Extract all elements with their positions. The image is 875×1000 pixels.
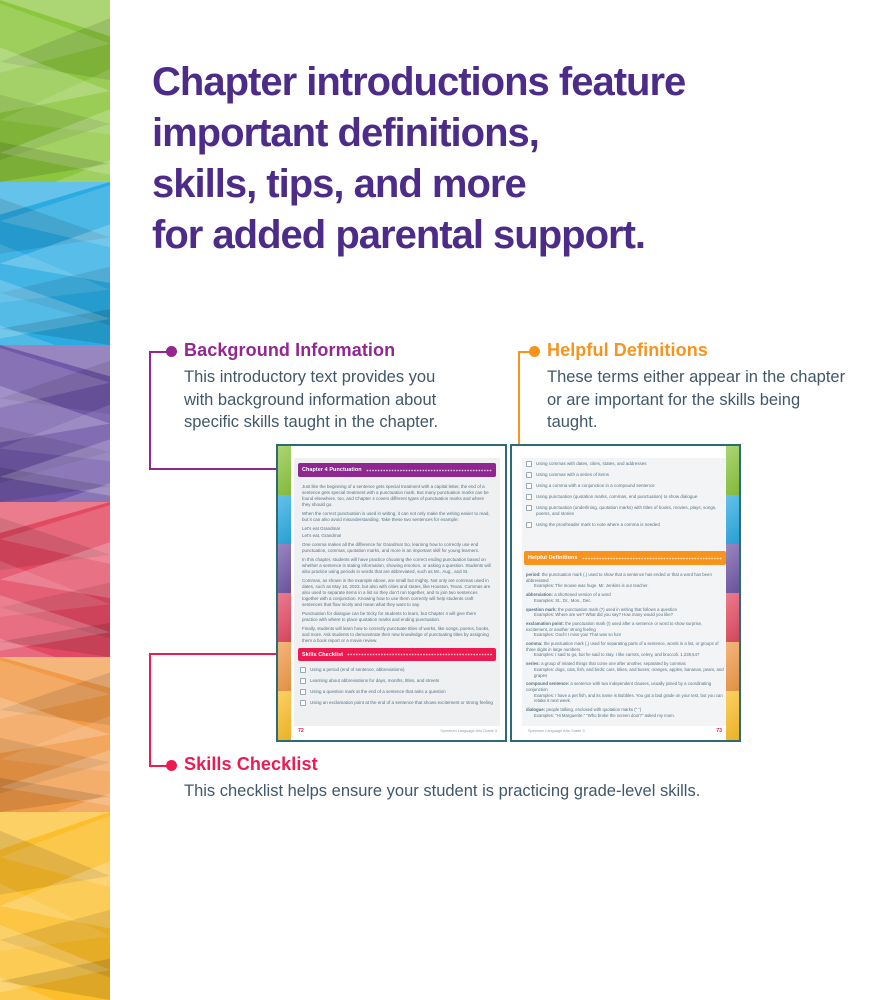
definition-examples: Examples: Ouch! I miss you! That was so fun!: [534, 632, 622, 638]
checklist-item-label: Using an exclamation point at the end of a sentence that shows excitement or strong feeling: [310, 700, 493, 705]
definition-term: dialogue:: [526, 707, 546, 713]
intro-paragraph: Punctuation for dialogue can be tricky for students to learn, but Chapter 4 will give them practice with where to place quotation marks and ending punctuation.: [302, 610, 477, 622]
bullet-icon: [166, 346, 177, 357]
definition-line: [526, 572, 724, 583]
checklist-item: [526, 472, 724, 478]
checklist-item-label: Using a period (end of sentence, abbreviations): [310, 667, 405, 672]
book-title-footer: Spectrum Language Arts Grade 3: [528, 729, 585, 733]
intro-paragraph: One comma makes all the difference for Grandma! So, learning how to correctly use end punctuation, commas, quotation marks, and more is an important skill for young learners.: [302, 541, 480, 553]
definition-text: a shortened version of a word: [554, 592, 611, 598]
checklist-item: [526, 522, 724, 528]
intro-paragraph: In this chapter, students will have practice choosing the correct ending punctuation based on whether a sentence is stating information, showing emotion, or asking a question. Students will also practice using periods in words that are abbreviated, such as Mr., Aug., and St.: [302, 556, 491, 574]
checklist-item: [526, 505, 724, 517]
connector-skills-checklist: [149, 653, 151, 767]
checkbox[interactable]: [526, 483, 532, 489]
checkbox[interactable]: [300, 700, 306, 706]
definition-examples: Examples: Where are we? What did you say? How many would you like?: [534, 612, 673, 618]
book-title-footer: Spectrum Language Arts Grade 3: [440, 729, 497, 733]
checklist-item-label: Using punctuation (quotation marks, commas, end punctuation) to show dialogue: [536, 494, 698, 499]
definition-term: abbreviation:: [526, 592, 553, 598]
checklist-item: [300, 700, 494, 706]
checklist-item-label: Using punctuation (underlining, quotation marks) with titles of books, movies, plays, songs, poems, and stories: [536, 505, 717, 516]
checklist-item: [526, 494, 724, 500]
page-footer: [298, 728, 497, 734]
skills-checklist-label: Skills Checklist: [302, 651, 344, 658]
page-number: 72: [298, 728, 304, 734]
definition-text: a sentence with two independent clauses, usually joined by a coordinating conjunction: [526, 681, 712, 692]
checkbox[interactable]: [526, 494, 532, 500]
definition-entry: [526, 661, 724, 678]
page-edge-rainbow-strip: [726, 446, 739, 740]
example-sentence: Let's eat Grandma!: [302, 526, 341, 531]
intro-paragraph: When the correct punctuation is used in writing, it can not only make the writing easier to read, but it can also avoid misunderstanding. Take these two sentences for example:: [302, 511, 490, 522]
definition-term: series:: [526, 661, 540, 667]
checklist-item: [526, 461, 724, 467]
definition-examples: Examples: I said to go, but he said to stay. I like carrots, celery, and broccoli. 1,239,547: [534, 652, 700, 658]
page-number: 73: [716, 728, 722, 734]
page-edge-rainbow-strip: [278, 446, 291, 740]
definition-entry: [526, 621, 724, 638]
dotted-leader: [366, 463, 492, 477]
definition-text: a group of related things that come one after another, separated by commas: [541, 661, 686, 667]
workbook-right-page: [510, 444, 741, 742]
intro-paragraph: Commas, as shown in the example above, are small but mighty. Not only are commas used in dates, such as May 16, 2023, but also with cities and states, like Houston, Texas. Commas are also used to separate items in a list so they don't run together, and to join two sentences together with a conjunction. Knowing how to use them correctly will help students craft sentences that flow nicely and mean what they want to say.: [302, 577, 491, 607]
checkbox[interactable]: [300, 678, 306, 684]
checklist-item-label: Using a comma with a conjunction in a compound sentence: [536, 483, 655, 488]
dotted-leader: [582, 551, 722, 565]
definition-entry: [526, 607, 724, 618]
dotted-leader: [347, 648, 492, 661]
definition-entry: [526, 681, 724, 704]
chapter-header-label: Chapter 4 Punctuation: [302, 467, 362, 473]
rainbow-sidebar: [0, 0, 110, 1000]
callout-title-helpful-definitions: Helpful Definitions: [547, 340, 708, 360]
definition-examples: Examples: The mouse was huge. Mr. Jenkins is our teacher.: [534, 583, 649, 589]
callout-title-skills-checklist: Skills Checklist: [184, 754, 318, 774]
intro-paragraph: Just like the beginning of a sentence gets special treatment with a capital letter, the end of a sentence gets special treatment with a punctuation mark. But many punctuation marks can be found elsewhere, too, and Chapter 4 covers different types of punctuation marks and where they should go.: [302, 484, 489, 507]
definition-line: [526, 681, 724, 692]
definition-text: the punctuation mark (!) used after a sentence or word to show surprise, excitement, or another strong feeling: [526, 620, 703, 632]
checklist-item-label: Using the proofreader mark to note where a comma is needed: [536, 521, 660, 527]
definition-term: period:: [526, 572, 541, 577]
page-title: [152, 57, 685, 261]
checkbox[interactable]: [526, 472, 532, 478]
skills-checklist-right: [526, 461, 724, 533]
bullet-icon: [529, 346, 540, 357]
checklist-item-label: Learning about abbreviations for days, months, titles, and streets: [310, 678, 440, 683]
workbook-left-page: [276, 444, 507, 742]
page-title-line: skills, tips, and more: [152, 162, 526, 206]
chapter-introduction-text: [302, 484, 492, 647]
skills-checklist-left: [300, 667, 494, 711]
definition-examples: Examples: I have a pet fish, and its name is Bubbles. You got a bad grade on your test, but you can retake it next week.: [534, 692, 723, 704]
checkbox[interactable]: [526, 522, 532, 528]
callout-body-helpful-definitions: These terms either appear in the chapter or are important for the skills being taught.: [547, 368, 846, 431]
bullet-icon: [166, 760, 177, 771]
definition-term: compound sentence:: [526, 681, 570, 687]
callout-body-background-information: This introductory text provides you with background information about specific skills taught in the chapter.: [184, 368, 439, 431]
helpful-definitions-label: Helpful Definitions: [528, 555, 578, 561]
checkbox[interactable]: [300, 689, 306, 695]
definition-text: the punctuation mark (.) used to show that a sentence has ended or that a word has been abbreviated: [526, 572, 712, 583]
definition-entry: [526, 572, 724, 589]
page-title-line: for added parental support.: [152, 213, 646, 257]
connector-background-information: [149, 351, 151, 470]
checklist-item: [526, 483, 724, 489]
definitions-list: [526, 572, 724, 721]
definition-examples: Examples: dogs, cats, fish, and birds; cars, bikes, and buses; oranges, apples, bananas, pears, and grapes: [534, 666, 724, 678]
callout-title-background-information: Background Information: [184, 340, 396, 360]
definition-term: comma:: [526, 641, 543, 647]
checklist-item-label: Using a question mark at the end of a sentence that asks a question: [310, 689, 446, 694]
definition-examples: Examples: “Hi Marguerite.” “Who broke the screen door?” asked my mom.: [534, 712, 675, 718]
checklist-item-label: Using commas with a series of items: [536, 472, 610, 477]
definition-text: people talking, enclosed with quotation marks (“ ”): [546, 707, 642, 713]
definition-line: [526, 641, 724, 652]
checkbox[interactable]: [300, 667, 306, 673]
definition-text: the punctuation mark (?) used in writing that follows a question: [558, 606, 677, 612]
checklist-item: [300, 689, 494, 695]
helpful-definitions-bar: [524, 551, 726, 565]
intro-paragraph: Finally, students will learn how to correctly punctuate titles of works, like songs, poems, books, and more. Ask students to demonstrate their new knowledge of punctuating titles by assigning them a book report or a movie review.: [302, 625, 490, 643]
example-sentence: Let's eat, Grandma!: [302, 532, 342, 538]
definition-examples: Examples: St., Dr., Mon., Dec.: [534, 597, 592, 603]
checklist-item: [300, 667, 494, 673]
page-footer: [528, 728, 722, 734]
checklist-item-label: Using commas with dates, cities, states, and addresses: [536, 461, 647, 466]
chapter-header-bar: [298, 463, 496, 477]
page-title-line: Chapter introductions feature: [152, 60, 686, 104]
definition-line: [526, 621, 724, 632]
checkbox[interactable]: [526, 505, 532, 511]
definition-entry: [526, 641, 724, 658]
definition-entry: [526, 592, 724, 603]
checklist-item: [300, 678, 494, 684]
definition-term: question mark:: [526, 606, 557, 612]
definition-term: exclamation point:: [526, 620, 564, 626]
definition-text: the punctuation mark (,) used for separating parts of a sentence, words in a list, or groups of three digits in large numbers: [526, 641, 719, 652]
callout-body-skills-checklist: This checklist helps ensure your student is practicing grade-level skills.: [184, 782, 701, 800]
page-title-line: important definitions,: [152, 111, 539, 155]
checkbox[interactable]: [526, 461, 532, 467]
skills-checklist-bar: [298, 648, 496, 661]
definition-entry: [526, 707, 724, 718]
